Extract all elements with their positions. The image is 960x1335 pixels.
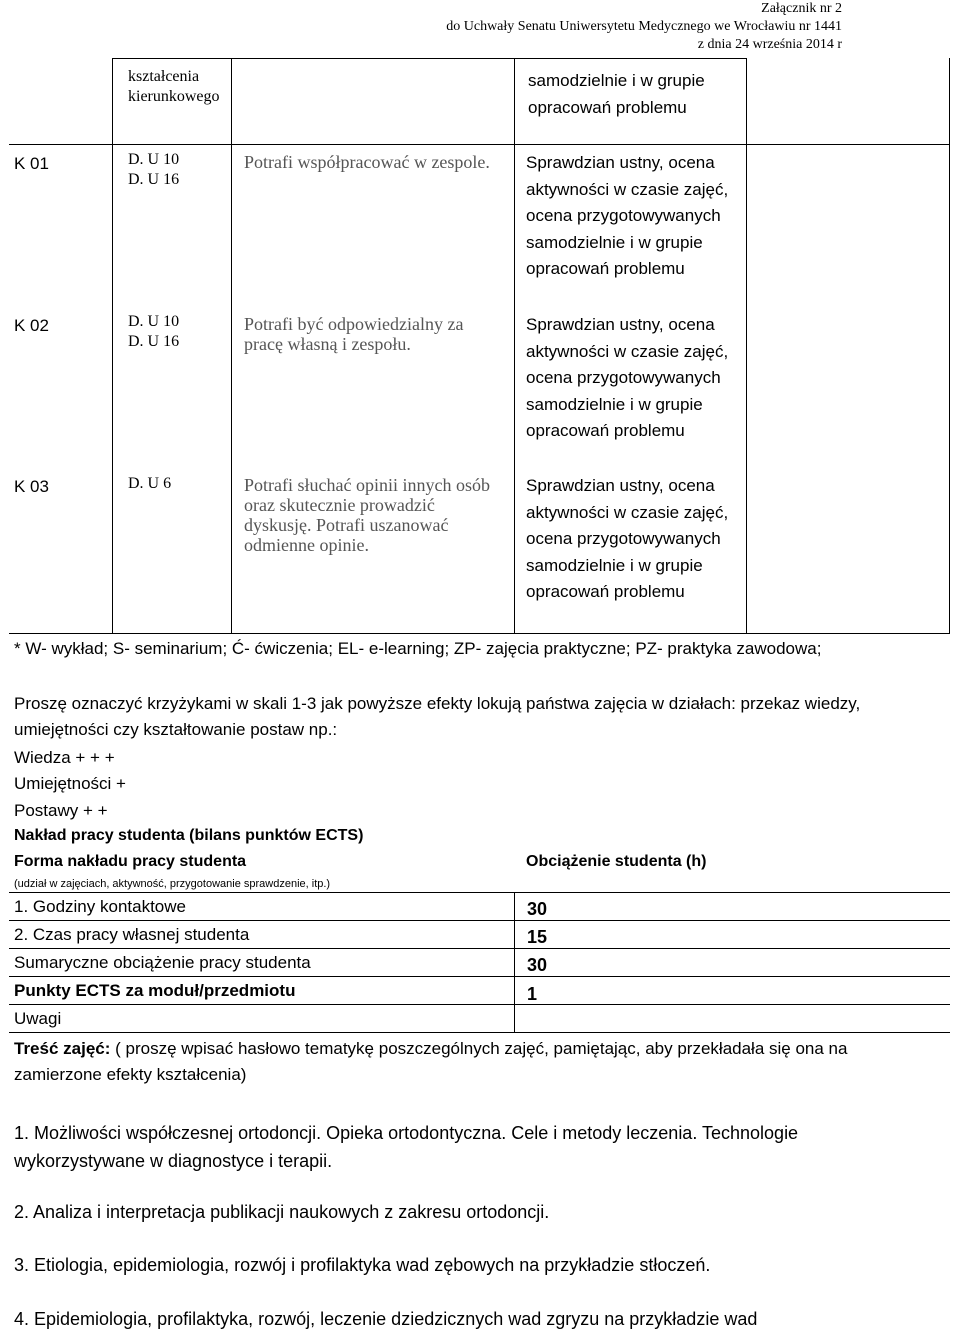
workload-grid-line	[9, 976, 950, 977]
workload-row-label: 1. Godziny kontaktowe	[14, 897, 186, 916]
workload-row-label: Uwagi	[14, 1009, 62, 1028]
table-col-divider-2	[231, 58, 232, 633]
course-topic: 3. Etiologia, epidemiologia, rozwój i profilaktyka wad zębowych na przykładzie stłoczeń.	[14, 1255, 711, 1275]
outcome-code: K 03	[14, 477, 49, 496]
workload-grid-line	[9, 1032, 950, 1033]
course-topic: 2. Analiza i interpretacja publikacji naukowych z zakresu ortodoncji.	[14, 1202, 550, 1222]
outcome-method: Sprawdzian ustny, ocena aktywności w czasie zajęć, ocena przygotowywanych samodzielnie i w grupie opracowań problemu	[526, 315, 729, 440]
course-content-intro	[14, 1036, 934, 1088]
table-col-divider-3	[514, 58, 515, 633]
workload-row-label: Punkty ECTS za moduł/przedmiotu	[14, 981, 296, 1000]
workload-title: Nakład pracy studenta (bilans punktów ECTS)	[14, 827, 364, 844]
table-row-divider	[9, 144, 950, 145]
workload-row-value: 30	[527, 955, 548, 975]
attachment-header	[446, 0, 842, 54]
workload-grid-line	[9, 920, 950, 921]
workload-col1-header: Forma nakładu pracy studenta	[14, 853, 247, 870]
attachment-number: Załącznik nr 2	[761, 1, 842, 16]
outcome-ref: D. U 10	[128, 313, 180, 330]
course-topic: 4. Epidemiologia, profilaktyka, rozwój, leczenie dziedzicznych wad zgryzu na przykładzie wad	[14, 1309, 758, 1329]
course-content-label: Treść zajęć:	[14, 1039, 111, 1058]
scale-knowledge: Wiedza + + +	[14, 748, 115, 767]
attachment-date: z dnia 24 września 2014 r	[697, 37, 842, 52]
outcome-ref: D. U 6	[128, 475, 172, 492]
workload-col-divider	[514, 892, 515, 1032]
course-content-instruction: ( proszę wpisać hasłowo tematykę poszczególnych zajęć, pamiętając, aby przekładała się ona na zamierzone efekty kształcenia)	[14, 1039, 848, 1084]
outcome-refs	[128, 474, 228, 494]
outcome-code: K 01	[14, 154, 49, 173]
outcome-ref: D. U 16	[128, 333, 180, 350]
top-row-label: kształcenia kierunkowego	[128, 68, 220, 105]
instruction-text: Proszę oznaczyć krzyżykami w skali 1-3 jak powyższe efekty lokują państwa zajęcia w działach: przekaz wiedzy, umiejętności czy kształtowanie postaw np.:	[14, 694, 861, 739]
workload-col1-subheader: (udział w zajęciach, aktywność, przygotowanie sprawdzenie, itp.)	[14, 878, 331, 890]
workload-grid-line	[9, 948, 950, 949]
outcome-description: Potrafi być odpowiedzialny za pracę własną i zespołu.	[244, 314, 464, 354]
workload-grid-line	[9, 892, 950, 893]
outcome-method: Sprawdzian ustny, ocena aktywności w czasie zajęć, ocena przygotowywanych samodzielnie i w grupie opracowań problemu	[526, 153, 729, 278]
scale-skills: Umiejętności +	[14, 774, 126, 793]
outcome-refs	[128, 312, 228, 352]
table-col-divider-4	[746, 58, 747, 633]
workload-row-value: 1	[527, 984, 538, 1004]
outcome-method: Sprawdzian ustny, ocena aktywności w czasie zajęć, ocena przygotowywanych samodzielnie i w grupie opracowań problemu	[526, 476, 729, 601]
outcome-description: Potrafi słuchać opinii innych osób oraz skutecznie prowadzić dyskusję. Potrafi uszanować odmienne opinie.	[244, 475, 490, 555]
workload-row-value: 30	[527, 899, 548, 919]
attachment-resolution: do Uchwały Senatu Uniwersytetu Medycznego we Wrocławiu nr 1441	[446, 19, 842, 34]
table-right-border	[949, 58, 950, 634]
workload-row-value: 15	[527, 927, 548, 947]
outcome-code: K 02	[14, 316, 49, 335]
table-bottom-border	[9, 633, 950, 634]
outcome-ref: D. U 16	[128, 171, 180, 188]
outcome-refs	[128, 150, 228, 190]
top-row-method: samodzielnie i w grupie opracowań problemu	[528, 71, 705, 117]
outcome-ref: D. U 10	[128, 151, 180, 168]
outcome-description: Potrafi współpracować w zespole.	[244, 152, 490, 172]
workload-col2-header: Obciążenie studenta (h)	[526, 853, 707, 870]
table-col-divider-1	[112, 58, 113, 633]
workload-row-label: 2. Czas pracy własnej studenta	[14, 925, 250, 944]
table-top-border	[112, 58, 747, 59]
workload-grid-line	[9, 1004, 950, 1005]
form-legend: * W- wykład; S- seminarium; Ć- ćwiczenia; EL- e-learning; ZP- zajęcia praktyczne; PZ- praktyka zawodowa;	[14, 639, 822, 658]
course-topic: 1. Możliwości współczesnej ortodoncji. Opieka ortodontyczna. Cele i metody leczenia. Technologie wykorzystywane w diagnostyce i terapii.	[14, 1123, 799, 1171]
workload-row-label: Sumaryczne obciążenie pracy studenta	[14, 953, 311, 972]
scale-attitudes: Postawy + +	[14, 801, 108, 820]
